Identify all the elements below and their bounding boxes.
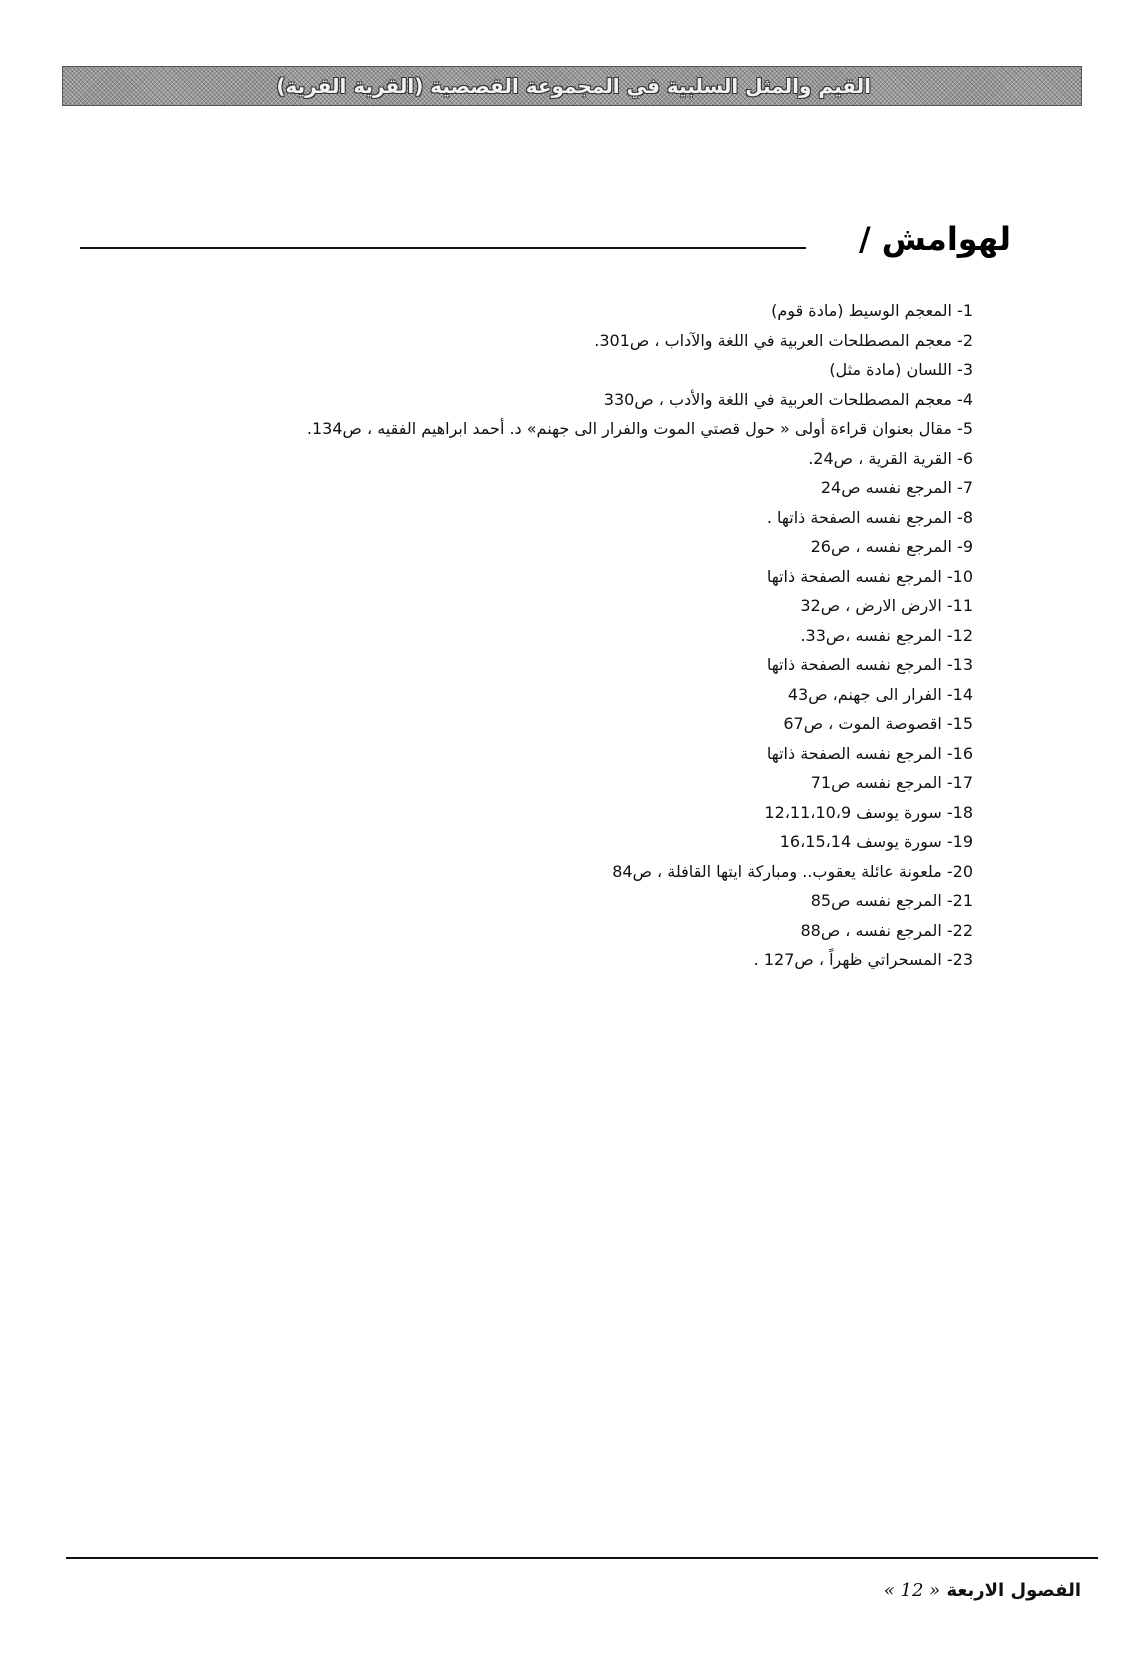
endnote-item: 12- المرجع نفسه ،ص33. [800, 625, 973, 645]
endnote-item: 23- المسحراتي ظهراً ، ص127 . [753, 950, 973, 969]
endnote-item: 9- المرجع نفسه ، ص26 [810, 537, 973, 556]
endnote-item: 4- معجم المصطلحات العربية في اللغة والأدب ، ص330 [603, 389, 973, 409]
running-header-band [62, 66, 1082, 106]
notes-heading: لهوامش / [858, 220, 1011, 258]
endnote-item: 16- المرجع نفسه الصفحة ذاتها [766, 743, 973, 763]
footer-divider [66, 1557, 1098, 1559]
endnote-item: 6- القرية القرية ، ص24. [808, 448, 973, 468]
endnotes-list [213, 296, 973, 975]
endnote-item: 21- المرجع نفسه ص85 [810, 891, 973, 910]
endnote-item: 20- ملعونة عائلة يعقوب.. ومباركة ايتها القافلة ، ص84 [612, 861, 973, 881]
endnote-item: 10- المرجع نفسه الصفحة ذاتها [766, 566, 973, 586]
heading-divider [80, 247, 806, 249]
endnote-item: 14- الفرار الى جهنم، ص43 [787, 684, 973, 704]
endnote-item: 22- المرجع نفسه ، ص88 [800, 920, 973, 940]
footer-journal-name: الفصول الاربعة [946, 1580, 1081, 1601]
endnote-item: 1- المعجم الوسيط (مادة قوم) [771, 301, 973, 320]
notes-heading-row [80, 215, 1011, 265]
endnote-item: 7- المرجع نفسه ص24 [820, 478, 973, 497]
endnote-item: 5- مقال بعنوان قراءة أولى « حول قصتي الموت والفرار الى جهنم» د. أحمد ابراهيم الفقيه ، ص134. [306, 419, 973, 438]
endnote-item: 8- المرجع نفسه الصفحة ذاتها . [766, 507, 973, 527]
endnote-item: 19- سورة يوسف 16،15،14 [779, 832, 973, 851]
endnote-item: 13- المرجع نفسه الصفحة ذاتها [766, 655, 973, 674]
footer [884, 1577, 1081, 1605]
footer-page-number: « 12 » [883, 1580, 941, 1601]
endnote-item: 15- اقصوصة الموت ، ص67 [783, 714, 973, 733]
endnote-item: 11- الارض الارض ، ص32 [800, 596, 973, 615]
endnote-item: 18- سورة يوسف 12،11،10،9 [764, 802, 973, 822]
endnote-item: 3- اللسان (مادة مثل) [829, 360, 973, 379]
endnote-item: 17- المرجع نفسه ص71 [810, 773, 973, 792]
running-header-title: القيم والمثل السلبية في المجموعة القصصية (القرية القرية) [276, 74, 871, 98]
endnote-item: 2- معجم المصطلحات العربية في اللغة والآداب ، ص301. [594, 330, 973, 350]
